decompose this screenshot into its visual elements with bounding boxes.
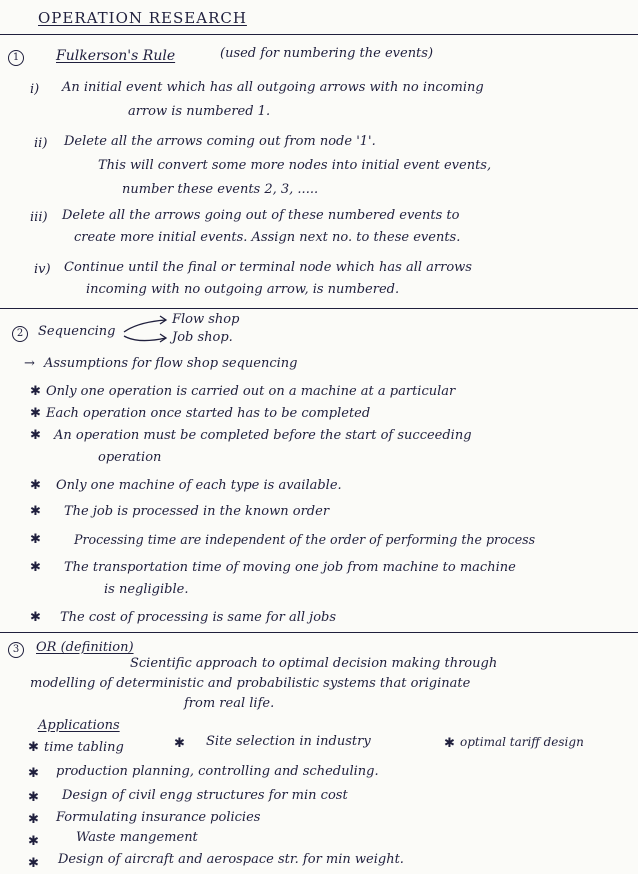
list-item: Processing time are independent of the order of performing the process xyxy=(74,532,536,547)
list-item: The cost of processing is same for all jobs xyxy=(60,610,337,625)
text-line: Delete all the arrows coming out from node '1'. xyxy=(64,134,376,149)
list-item: Formulating insurance policies xyxy=(56,810,261,825)
text-line: incoming with no outgoing arrow, is numbered. xyxy=(86,282,400,297)
text-line: create more initial events. Assign next no. to these events. xyxy=(74,230,461,245)
section-heading: Sequencing xyxy=(38,324,116,339)
list-item: Only one operation is carried out on a machine at a particular xyxy=(46,384,456,399)
arrow-icon: → xyxy=(24,356,35,371)
star-icon: ✱ xyxy=(28,740,39,755)
section-number: 3 xyxy=(8,642,24,658)
text-line: This will convert some more nodes into initial event events, xyxy=(98,158,492,173)
star-icon: ✱ xyxy=(28,812,39,827)
star-icon: ✱ xyxy=(444,736,455,751)
star-icon: ✱ xyxy=(28,766,39,781)
divider xyxy=(0,632,638,633)
applications-heading: Applications xyxy=(38,718,120,733)
list-item: An operation must be completed before the start of succeeding xyxy=(54,428,472,443)
branch-label: Job shop. xyxy=(172,330,233,345)
list-item-continued: operation xyxy=(98,450,162,465)
star-icon: ✱ xyxy=(28,790,39,805)
section-number: 2 xyxy=(12,326,28,342)
section-number: 1 xyxy=(8,50,24,66)
assumptions-heading: Assumptions for flow shop sequencing xyxy=(44,356,298,371)
star-icon: ✱ xyxy=(28,834,39,849)
list-item: Waste mangement xyxy=(76,830,198,845)
star-icon: ✱ xyxy=(30,560,41,575)
list-item: Site selection in industry xyxy=(206,734,371,749)
star-icon: ✱ xyxy=(30,610,41,625)
text-line: arrow is numbered 1. xyxy=(128,104,271,119)
list-item: time tabling xyxy=(44,740,124,755)
definition-line: modelling of deterministic and probabilistic systems that originate xyxy=(30,676,471,691)
definition-line: from real life. xyxy=(184,696,275,711)
list-item: optimal tariff design xyxy=(460,735,584,749)
star-icon: ✱ xyxy=(28,856,39,871)
star-icon: ✱ xyxy=(174,736,185,751)
list-item: Design of civil engg structures for min cost xyxy=(62,788,348,803)
star-icon: ✱ xyxy=(30,406,41,421)
text-line: Delete all the arrows going out of these numbered events to xyxy=(62,208,460,223)
list-item: production planning, controlling and scheduling. xyxy=(56,764,379,779)
list-item: Each operation once started has to be completed xyxy=(46,406,371,421)
section-subheading: (used for numbering the events) xyxy=(220,46,434,61)
list-item: Design of aircraft and aerospace str. for min weight. xyxy=(58,852,404,867)
section-heading: OR (definition) xyxy=(36,640,134,655)
list-number: iv) xyxy=(34,262,51,277)
list-item: The transportation time of moving one job from machine to machine xyxy=(64,560,516,575)
star-icon: ✱ xyxy=(30,384,41,399)
list-number: ii) xyxy=(34,136,48,151)
list-number: iii) xyxy=(30,210,48,225)
text-line: Continue until the final or terminal node which has all arrows xyxy=(64,260,472,275)
text-line: number these events 2, 3, ..... xyxy=(122,182,319,197)
star-icon: ✱ xyxy=(30,428,41,443)
list-item-continued: is negligible. xyxy=(104,582,189,597)
branch-label: Flow shop xyxy=(172,312,240,327)
definition-line: Scientific approach to optimal decision making through xyxy=(130,656,498,671)
star-icon: ✱ xyxy=(30,478,41,493)
list-number: i) xyxy=(30,82,40,97)
star-icon: ✱ xyxy=(30,504,41,519)
text-line: An initial event which has all outgoing arrows with no incoming xyxy=(62,80,484,95)
page-title: OPERATION RESEARCH xyxy=(38,9,247,27)
list-item: Only one machine of each type is available. xyxy=(56,478,342,493)
list-item: The job is processed in the known order xyxy=(64,504,330,519)
star-icon: ✱ xyxy=(30,532,41,547)
section-heading: Fulkerson's Rule xyxy=(56,48,176,64)
